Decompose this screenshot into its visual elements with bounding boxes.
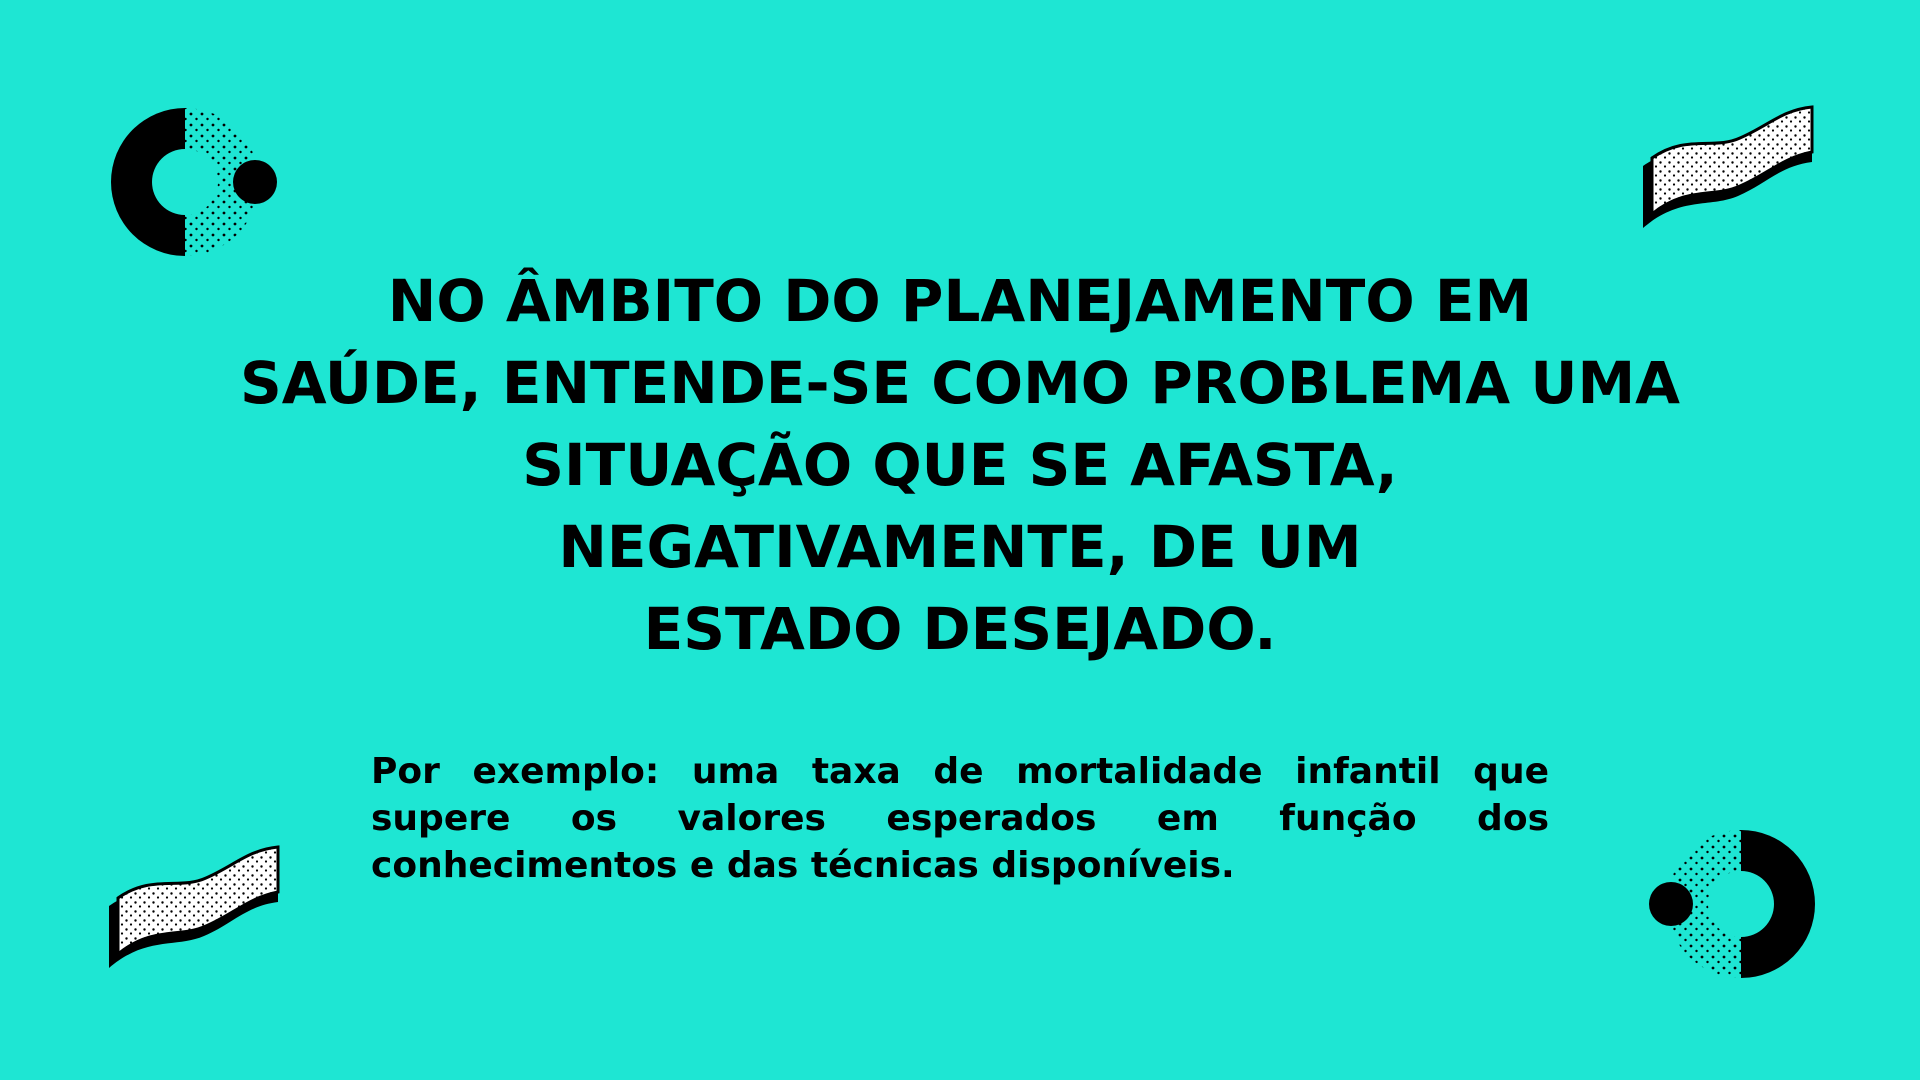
slide-heading bbox=[160, 260, 1760, 670]
heading-line: NEGATIVAMENTE, DE UM bbox=[558, 513, 1362, 581]
heading-line: SITUAÇÃO QUE SE AFASTA, bbox=[522, 431, 1398, 499]
dotted-ring-icon bbox=[100, 100, 290, 270]
example-paragraph: Por exemplo: uma taxa de mortalidade infantil que supere os valores esperados em função dos conhecimentos e das técnicas disponíveis. bbox=[371, 751, 1549, 886]
heading-line: ESTADO DESEJADO. bbox=[643, 595, 1277, 663]
dotted-wave-icon bbox=[106, 846, 286, 972]
heading-line: NO ÂMBITO DO PLANEJAMENTO EM bbox=[387, 267, 1533, 335]
dotted-wave-icon bbox=[1640, 106, 1820, 232]
dotted-ring-icon bbox=[1636, 822, 1826, 992]
heading-line: SAÚDE, ENTENDE-SE COMO PROBLEMA UMA bbox=[239, 349, 1681, 417]
